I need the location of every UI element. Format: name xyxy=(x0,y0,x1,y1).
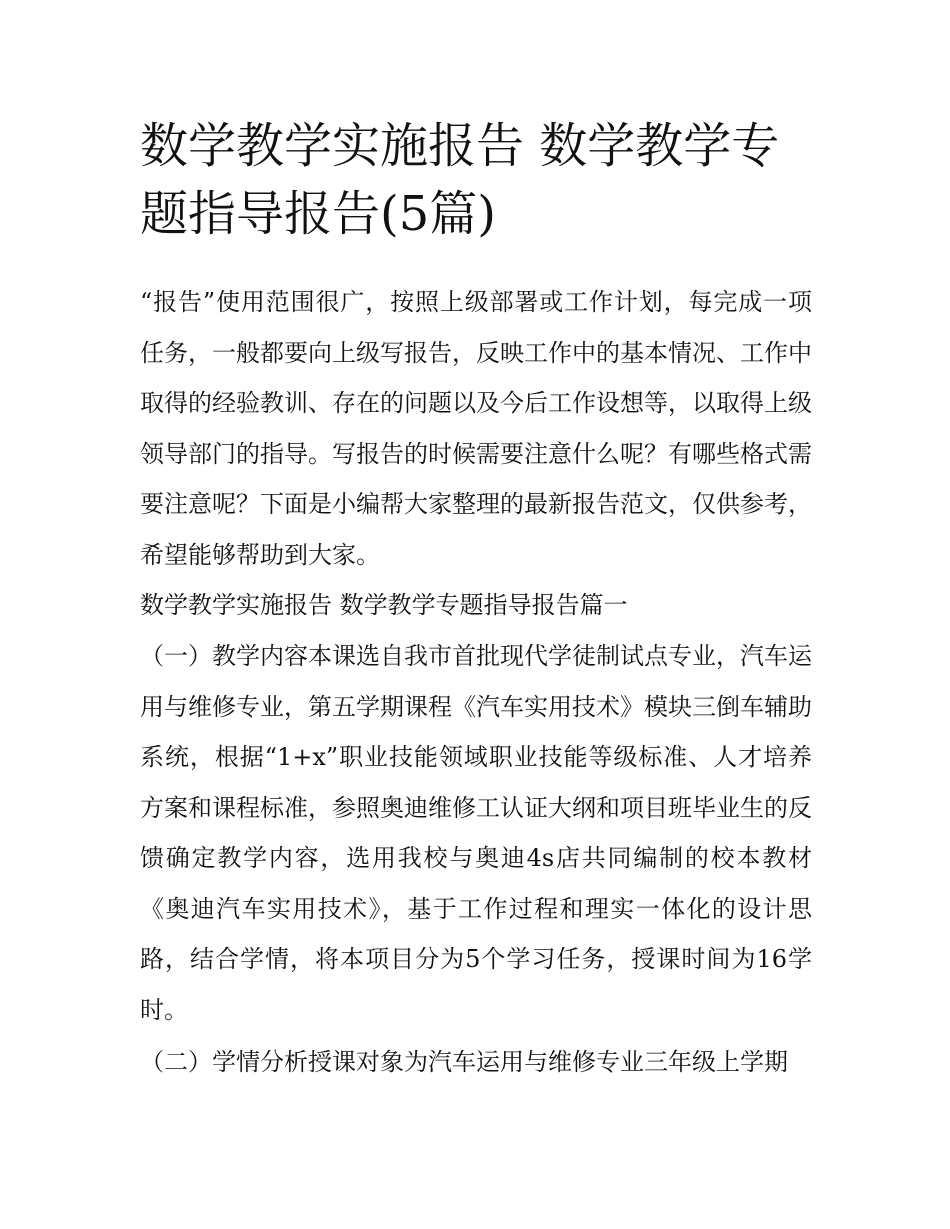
body-paragraph: （二）学情分析授课对象为汽车运用与维修专业三年级上学期 xyxy=(140,1048,788,1076)
body-paragraph: （一）教学内容本课选自我市首批现代学徒制试点专业，汽车运用与维修专业，第五学期课程《汽车实用技术》模块三倒车辅助系统，根据“1+x”职业技能领域职业技能等级标准、人才培养方案和课程标准，参照奥迪维修工认证大纲和项目班毕业生的反馈确定教学内容，选用我校与奥迪4s店共同编制的校本教材《奥迪汽车实用技术》，基于工作过程和理实一体化的设计思路，结合学情，将本项目分为5个学习任务，授课时间为16学时。 xyxy=(140,642,812,1024)
intro-paragraph: “报告”使用范围很广，按照上级部署或工作计划，每完成一项任务，一般都要向上级写报告，反映工作中的基本情况、工作中取得的经验教训、存在的问题以及今后工作设想等，以取得上级领导部门的指导。写报告的时候需要注意什么呢？有哪些格式需要注意呢？下面是小编帮大家整理的最新报告范文，仅供参考，希望能够帮助到大家。 xyxy=(140,288,812,569)
section-heading: 数学教学实施报告 数学教学专题指导报告篇一 xyxy=(140,591,628,619)
document-title: 数学教学实施报告 数学教学专题指导报告(5篇) xyxy=(140,118,780,242)
